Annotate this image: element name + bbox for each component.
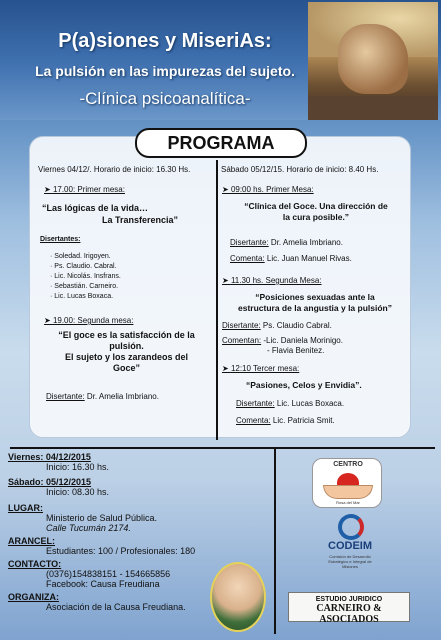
- program-title: PROGRAMA: [135, 128, 307, 158]
- right-mesa2-label: ➤ 11.30 hs. Segunda Mesa:: [222, 276, 322, 285]
- left-date: Viernes 04/12/. Horario de inicio: 16.30 Hs.: [38, 165, 191, 174]
- lugar-label: LUGAR:: [8, 503, 43, 513]
- right-date: Sábado 05/12/15. Horario de inicio: 8.40 Hs.: [221, 165, 379, 174]
- codeim-logo: CODEIM Comisión de Desarrollo Estratégico e Integral de Misiones: [320, 514, 380, 576]
- right-mesa3-label: ➤ 12:10 Tercer mesa:: [222, 364, 300, 373]
- organiza-value: Asociación de la Causa Freudiana.: [46, 602, 186, 612]
- contacto-label: CONTACTO:: [8, 559, 62, 569]
- list-item: · Lic. Nicolás. Insfrans.: [50, 273, 121, 280]
- event-subtitle: La pulsión en las impurezas del sujeto.: [35, 63, 295, 79]
- codeim-mark-icon: [338, 514, 364, 540]
- right-m2-disertante: Disertante: Ps. Claudio Cabral.: [222, 321, 332, 330]
- painting-ground: [308, 96, 438, 120]
- organiza-label: ORGANIZA:: [8, 592, 59, 602]
- event-tagline: -Clínica psicoanalítica-: [79, 89, 251, 108]
- footer-divider: [274, 449, 276, 634]
- centro-logo: CENTRO Rosa del Mar: [312, 458, 382, 508]
- right-m1-disertante: Disertante: Dr. Amelia Imbriano.: [230, 238, 343, 247]
- portrait-image: [210, 562, 266, 632]
- contacto-phone: (0376)154838151 - 154665856: [46, 569, 171, 579]
- sabado-label: Sábado: 05/12/2015: [8, 477, 92, 487]
- event-title: P(a)siones y MiseriAs:: [58, 30, 272, 52]
- right-mesa2-title: “Posiciones sexuadas ante la estructura de la angustia y la pulsión”: [238, 292, 392, 313]
- list-item: · Soledad. Irigoyen.: [50, 253, 111, 260]
- right-mesa3-title: “Pasiones, Celos y Envidia”.: [246, 380, 362, 390]
- left-mesa2-text: 19.00: Segunda mesa:: [52, 316, 134, 325]
- sabado-inicio: Inicio: 08.30 hs.: [46, 487, 110, 497]
- left-mesa1-title-1: “Las lógicas de la vida…: [42, 203, 149, 213]
- viernes-inicio: Inicio: 16.30 hs.: [46, 462, 110, 472]
- list-item: · Ps. Claudio. Cabral.: [50, 263, 117, 270]
- list-item: · Sebastián. Carneiro.: [50, 283, 119, 290]
- left-mesa1-title-2: La Transferencia”: [102, 215, 179, 225]
- left-mesa1-text: 17.00: Primer mesa:: [52, 185, 125, 194]
- left-mesa2-title: “El goce es la satisfacción de la pulsión. El sujeto y los zarandeos del Goce”: [58, 330, 195, 373]
- lugar-2: Calle Tucumán 2174.: [46, 523, 131, 533]
- arancel-label: ARANCEL:: [8, 536, 55, 546]
- right-m1-comenta: Comenta: Lic. Juan Manuel Rivas.: [230, 254, 352, 263]
- contacto-facebook: Facebook: Causa Freudiana: [46, 579, 160, 589]
- right-m3-disertante: Disertante: Lic. Lucas Boxaca.: [236, 399, 345, 408]
- painting-figure: [338, 24, 408, 94]
- right-m2-comentan-2: - Flavia Benitez.: [267, 346, 325, 355]
- right-mesa1-title: “Clínica del Goce. Una dirección de la cura posible.”: [244, 201, 388, 222]
- left-disertante: Disertante: Dr. Amelia Imbriano.: [46, 392, 159, 401]
- lugar-1: Ministerio de Salud Pública.: [46, 513, 158, 523]
- right-mesa1-label: ➤ 09:00 hs. Primer Mesa:: [222, 185, 314, 194]
- arancel-value: Estudiantes: 100 / Profesionales: 180: [46, 546, 196, 556]
- right-m3-comenta: Comenta: Lic. Patricia Smit.: [236, 416, 335, 425]
- right-m2-comentan: Comentan: -Lic. Daniela Morinigo.: [222, 336, 343, 345]
- estudio-logo: ESTUDIO JURIDICO CARNEIRO & ASOCIADOS: [288, 592, 410, 622]
- list-item: · Lic. Lucas Boxaca.: [50, 293, 114, 300]
- left-disertantes-label: Disertantes:: [40, 236, 81, 243]
- viernes-label: Viernes: 04/12/2015: [8, 452, 91, 462]
- section-divider: [10, 447, 435, 449]
- left-disertantes-list: [50, 252, 121, 302]
- hands-icon: [323, 485, 373, 499]
- left-mesa2-label: ➤ 19.00: Segunda mesa:: [44, 316, 134, 325]
- left-mesa1-label: ➤ 17.00: Primer mesa:: [44, 185, 125, 194]
- surreal-painting-image: [308, 2, 438, 120]
